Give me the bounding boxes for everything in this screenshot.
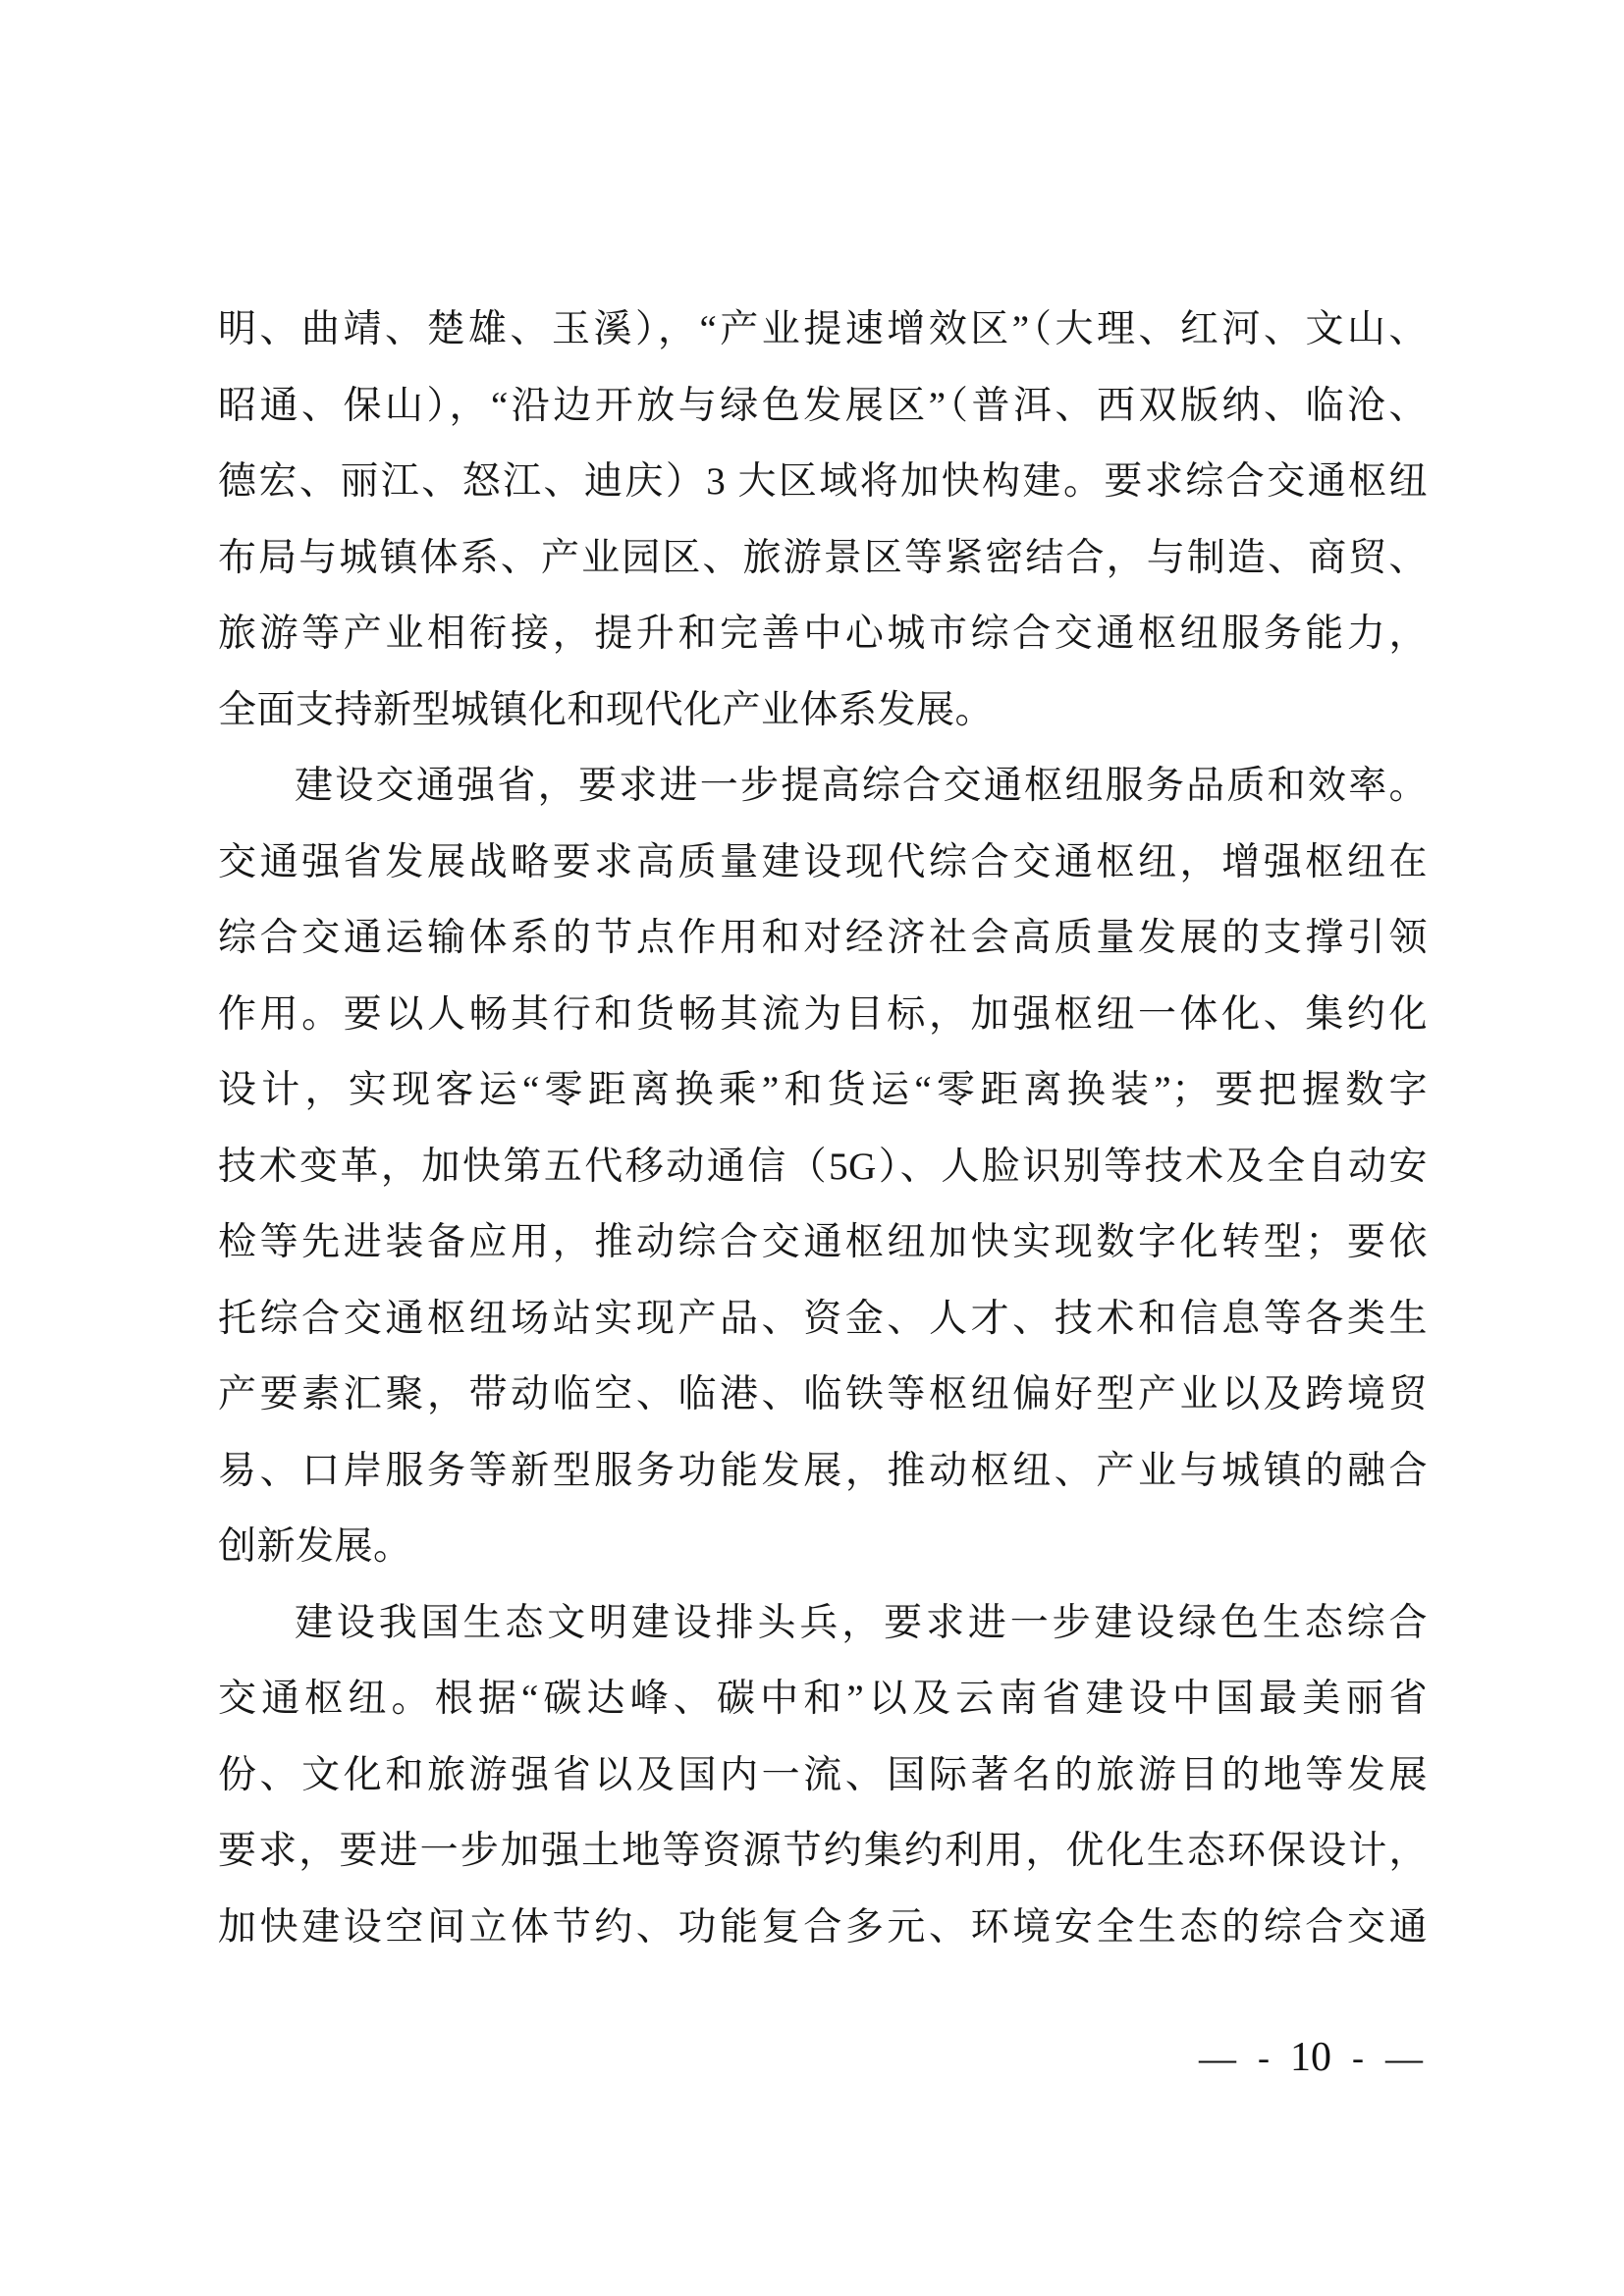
text-line: 交通强省发展战略要求高质量建设现代综合交通枢纽，增强枢纽在: [218, 840, 1428, 883]
paragraph-continued: [218, 292, 1428, 748]
footer-dash-outer-right: —: [1385, 2035, 1423, 2080]
text-line: 德宏、丽江、怒江、迪庆）3 大区域将加快构建。要求综合交通枢纽: [218, 460, 1428, 503]
page-footer: [1198, 2032, 1424, 2083]
text-line: 检等先进装备应用，推动综合交通枢纽加快实现数字化转型；要依: [218, 1221, 1428, 1263]
text-line: 综合交通运输体系的节点作用和对经济社会高质量发展的支撑引领: [218, 917, 1428, 959]
document-body: [218, 292, 1428, 1965]
paragraph-ecological-civilization: [218, 1585, 1428, 1966]
text-line: 易、口岸服务等新型服务功能发展，推动枢纽、产业与城镇的融合: [218, 1449, 1428, 1492]
text-line: 产要素汇聚，带动临空、临港、临铁等枢纽偏好型产业以及跨境贸: [218, 1373, 1428, 1415]
text-line: 要求，要进一步加强土地等资源节约集约利用，优化生态环保设计，: [218, 1830, 1428, 1872]
text-line: 交通枢纽。根据“碳达峰、碳中和”以及云南省建设中国最美丽省: [218, 1678, 1428, 1720]
text-line: 昭通、保山），“沿边开放与绿色发展区”（普洱、西双版纳、临沧、: [218, 384, 1428, 427]
text-line: 技术变革，加快第五代移动通信（5G）、人脸识别等技术及全自动安: [218, 1145, 1428, 1188]
text-line: 布局与城镇体系、产业园区、旅游景区等紧密结合，与制造、商贸、: [218, 536, 1428, 579]
text-line: 作用。要以人畅其行和货畅其流为目标，加强枢纽一体化、集约化: [218, 992, 1428, 1036]
text-line: 创新发展。: [218, 1525, 412, 1568]
paragraph-transport-province: [218, 748, 1428, 1585]
text-line: 加快建设空间立体节约、功能复合多元、环境安全生态的综合交通: [218, 1905, 1428, 1949]
text-line: 建设交通强省，要求进一步提高综合交通枢纽服务品质和效率。: [295, 765, 1428, 807]
footer-dash-inner-right: -: [1352, 2038, 1364, 2077]
footer-dash-outer-left: —: [1199, 2035, 1236, 2080]
text-line: 份、文化和旅游强省以及国内一流、国际著名的旅游目的地等发展: [218, 1753, 1428, 1796]
text-line: 全面支持新型城镇化和现代化产业体系发展。: [218, 688, 995, 731]
page-number: 10: [1290, 2035, 1331, 2080]
text-line: 旅游等产业相衔接，提升和完善中心城市综合交通枢纽服务能力，: [218, 613, 1428, 655]
text-line: 托综合交通枢纽场站实现产品、资金、人才、技术和信息等各类生: [218, 1297, 1428, 1340]
text-line: 设计，实现客运“零距离换乘”和货运“零距离换装”；要把握数字: [218, 1069, 1428, 1111]
text-line: 明、曲靖、楚雄、玉溪），“产业提速增效区”（大理、红河、文山、: [218, 308, 1428, 350]
text-line: 建设我国生态文明建设排头兵，要求进一步建设绿色生态综合: [295, 1601, 1428, 1644]
footer-dash-inner-left: -: [1258, 2038, 1270, 2077]
